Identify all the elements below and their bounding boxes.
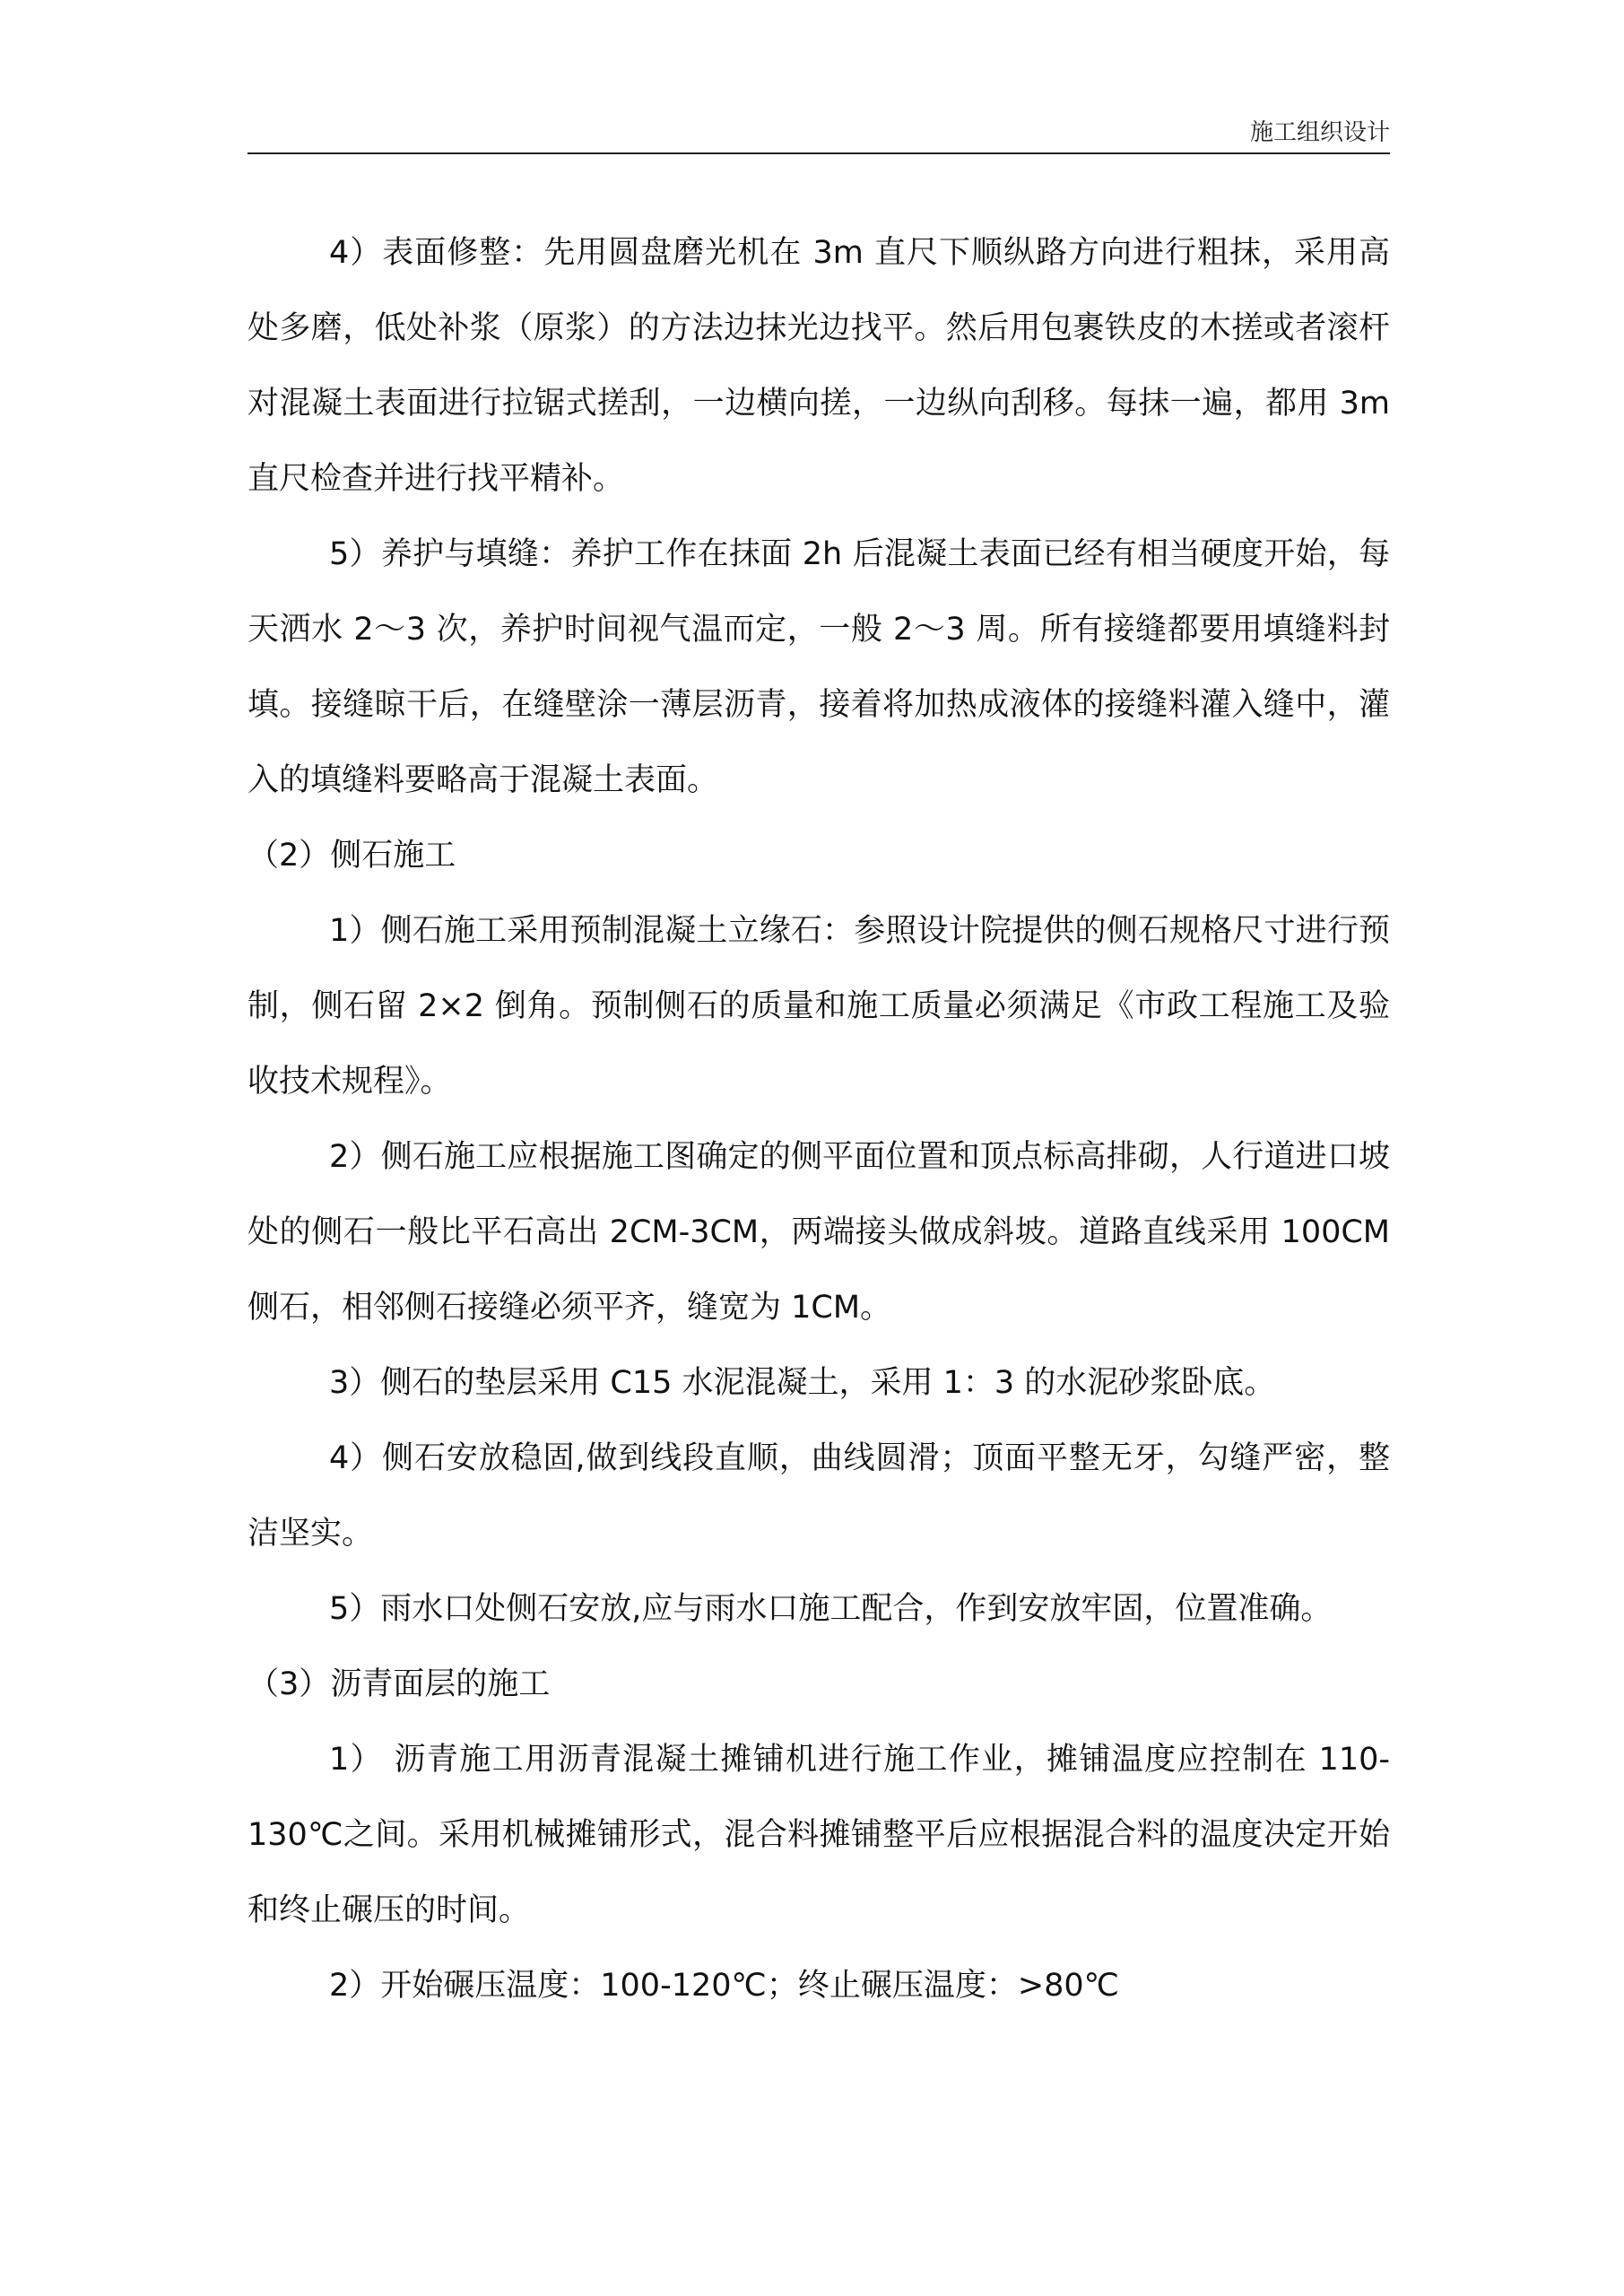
paragraph-surface-finishing: 4）表面修整：先用圆盘磨光机在 3m 直尺下顺纵路方向进行粗抹，采用高处多磨，低处补浆（原浆）的方法边抹光边找平。然后用包裹铁皮的木搓或者滚杆对混凝土表面进行拉锯式搓刮，一边横向搓，一边纵向刮移。每抹一遍，都用 3m 直尺检查并进行找平精补。 — [248, 235, 1390, 497]
paragraph-curb-at-inlet: 5）雨水口处侧石安放,应与雨水口施工配合，作到安放牢固，位置准确。 — [329, 1591, 1333, 1627]
section-heading-asphalt-surface: （3）沥青面层的施工 — [248, 1666, 551, 1702]
paragraph-curb-bedding: 3）侧石的垫层采用 C15 水泥混凝土，采用 1：3 的水泥砂浆卧底。 — [329, 1365, 1276, 1401]
paragraph-asphalt-paving: 1） 沥青施工用沥青混凝土摊铺机进行施工作业，摊铺温度应控制在 110-130℃之间。采用机械摊铺形式，混合料摊铺整平后应根据混合料的温度决定开始和终止碾压的时间。 — [248, 1742, 1390, 1928]
section-heading-curb-construction: （2）侧石施工 — [248, 838, 456, 874]
document-body — [248, 215, 1390, 2023]
header-title: 施工组织设计 — [1249, 119, 1390, 146]
paragraph-rolling-temperature: 2）开始碾压温度：100-120℃；终止碾压温度：>80℃ — [329, 1968, 1119, 2004]
paragraph-curing-and-joint-filling: 5）养护与填缝：养护工作在抹面 2h 后混凝土表面已经有相当硬度开始，每天洒水 2～3 次，养护时间视气温而定，一般 2～3 周。所有接缝都要用填缝料封填。接缝晾干后，在缝壁涂一薄层沥青，接着将加热成液体的接缝料灌入缝中，灌入的填缝料要略高于混凝土表面。 — [248, 536, 1390, 798]
paragraph-curb-precast: 1）侧石施工采用预制混凝土立缘石：参照设计院提供的侧石规格尺寸进行预制，侧石留 2×2 倒角。预制侧石的质量和施工质量必须满足《市政工程施工及验收技术规程》。 — [248, 913, 1390, 1100]
paragraph-curb-placement: 4）侧石安放稳固,做到线段直顺，曲线圆滑；顶面平整无牙，勾缝严密，整洁坚实。 — [248, 1440, 1390, 1552]
paragraph-curb-layout: 2）侧石施工应根据施工图确定的侧平面位置和顶点标高排砌，人行道进口坡处的侧石一般比平石高出 2CM-3CM，两端接头做成斜坡。道路直线采用 100CM 侧石，相邻侧石接缝必须平齐，缝宽为 1CM。 — [248, 1139, 1390, 1326]
page-header — [248, 115, 1390, 151]
header-divider — [248, 152, 1390, 154]
